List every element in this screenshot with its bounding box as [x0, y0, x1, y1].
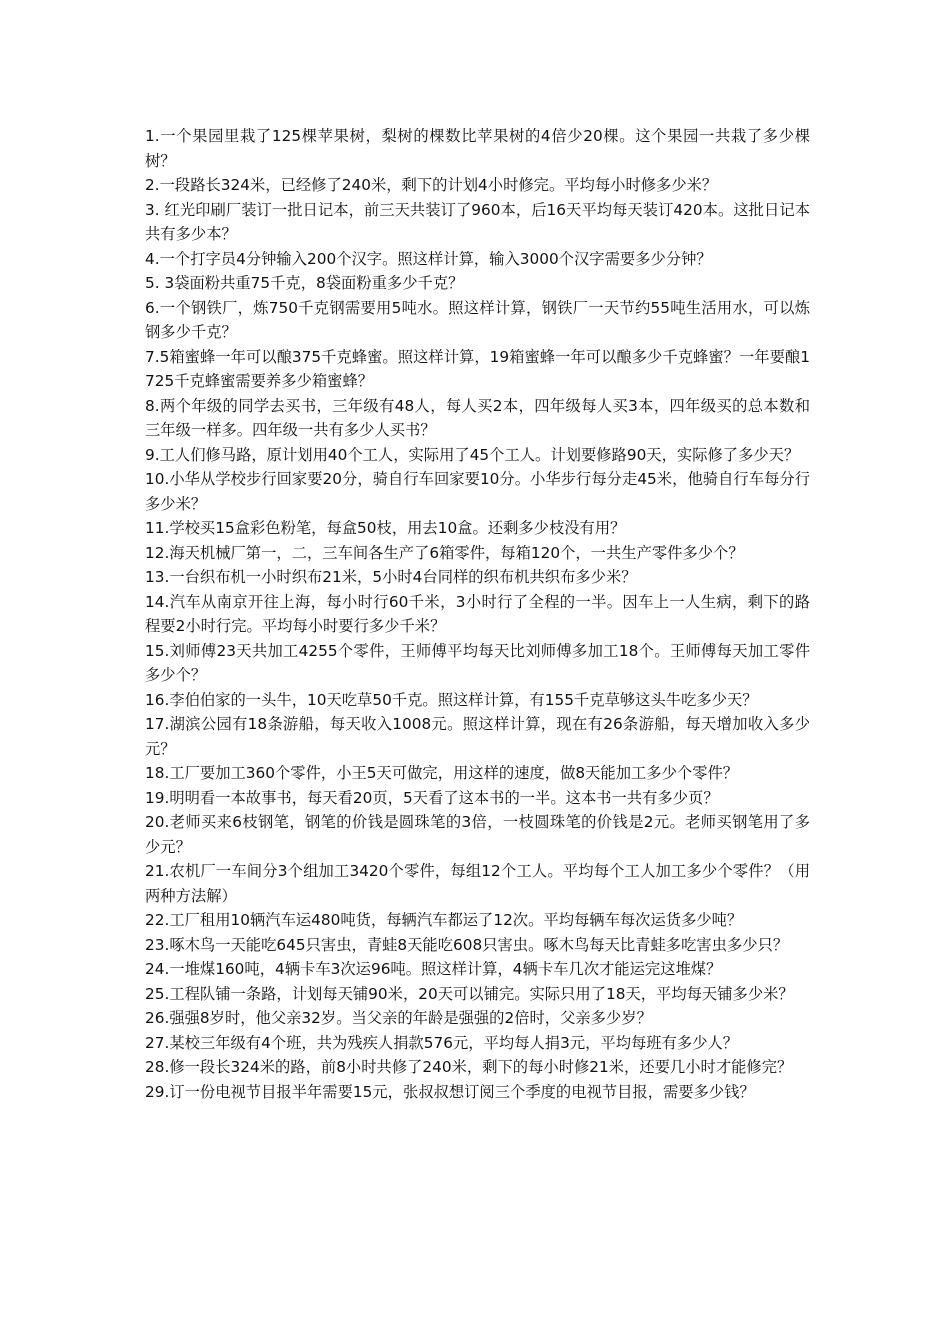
problem-26: 26.强强8岁时，他父亲32岁。当父亲的年龄是强强的2倍时，父亲多少岁？	[145, 1009, 652, 1027]
problem-25: 25.工程队铺一条路，计划每天铺90米，20天可以铺完。实际只用了18天，平均每天铺多少米？	[145, 984, 794, 1003]
problem-8: 8.两个年级的同学去买书，三年级有48人，每人买2本，四年级每人买3本，四年级买的总本数和三年级一样多。四年级一共有多少人买书？	[145, 396, 810, 439]
problem-28: 28.修一段长324米的路，前8小时共修了240米，剩下的每小时修21米，还要几小时才能修完？	[145, 1058, 793, 1076]
problem-14: 14.汽车从南京开往上海，每小时行60千米，3小时行了全程的一半。因车上一人生病，剩下的路程要2小时行完。平均每小时要行多少千米？	[145, 592, 810, 635]
problem-22: 22.工厂租用10辆汽车运480吨货，每辆汽车都运了12次。平均每辆车每次运货多少吨？	[145, 911, 743, 929]
problem-17: 17.湖滨公园有18条游船，每天收入1008元。照这样计算，现在有26条游船，每天增加收入多少元？	[145, 715, 810, 758]
problem-13: 13.一台织布机一小时织布21米，5小时4台同样的织布机共织布多少米？	[145, 568, 637, 586]
problem-6: 6.一个钢铁厂，炼750千克钢需要用5吨水。照这样计算，钢铁厂一天节约55吨生活用水，可以炼钢多少千克？	[145, 298, 810, 341]
problem-list	[145, 124, 810, 1104]
problem-7: 7.5箱蜜蜂一年可以酿375千克蜂蜜。照这样计算，19箱蜜蜂一年可以酿多少千克蜂蜜？一年要酿1725千克蜂蜜需要养多少箱蜜蜂？	[145, 347, 810, 390]
problem-18: 18.工厂要加工360个零件，小王5天可做完，用这样的速度，做8天能加工多少个零件？	[145, 764, 739, 782]
problem-27: 27.某校三年级有4个班，共为残疾人捐款576元，平均每人捐3元，平均每班有多少人？	[145, 1033, 739, 1052]
problem-16: 16.李伯伯家的一头牛，10天吃草50千克。照这样计算，有155千克草够这头牛吃多少天？	[145, 690, 758, 709]
problem-20: 20.老师买来6枝钢笔，钢笔的价钱是圆珠笔的3倍，一枝圆珠笔的价钱是2元。老师买钢笔用了多少元？	[145, 813, 810, 856]
problem-9: 9.工人们修马路，原计划用40个工人，实际用了45个工人。计划要修路90天，实际修了多少天？	[145, 445, 800, 464]
problem-1: 1.一个果园里栽了125棵苹果树，梨树的棵数比苹果树的4倍少20棵。这个果园一共栽了多少棵树？	[145, 127, 810, 170]
problem-4: 4.一个打字员4分钟输入200个汉字。照这样计算，输入3000个汉字需要多少分钟？	[145, 249, 712, 268]
problem-29: 29.订一份电视节目报半年需要15元，张叔叔想订阅三个季度的电视节目报，需要多少钱？	[145, 1082, 755, 1101]
problem-23: 23.啄木鸟一天能吃645只害虫，青蛙8天能吃608只害虫。啄木鸟每天比青蛙多吃害虫多少只？	[145, 935, 789, 954]
problem-11: 11.学校买15盒彩色粉笔，每盒50枝，用去10盒。还剩多少枝没有用？	[145, 519, 626, 537]
problem-15: 15.刘师傅23天共加工4255个零件，王师傅平均每天比刘师傅多加工18个。王师傅每天加工零件多少个？	[145, 641, 810, 684]
problem-10: 10.小华从学校步行回家要20分，骑自行车回家要10分。小华步行每分走45米，他骑自行车每分行多少米？	[145, 470, 810, 513]
problem-5: 5. 3袋面粉共重75千克，8袋面粉重多少千克？	[145, 274, 464, 292]
problem-12: 12.海天机械厂第一，二，三车间各生产了6箱零件，每箱120个，一共生产零件多少个？	[145, 543, 744, 562]
problem-24: 24.一堆煤160吨，4辆卡车3次运96吨。照这样计算，4辆卡车几次才能运完这堆煤？	[145, 960, 722, 978]
problem-19: 19.明明看一本故事书，每天看20页，5天看了这本书的一半。这本书一共有多少页？	[145, 788, 719, 807]
problem-3: 3. 红光印刷厂装订一批日记本，前三天共装订了960本，后16天平均每天装订420本。这批日记本共有多少本？	[145, 200, 810, 243]
problem-21: 21.农机厂一车间分3个组加工3420个零件，每组12个工人。平均每个工人加工多少个零件？（用两种方法解）	[145, 862, 810, 905]
problem-2: 2.一段路长324米，已经修了240米，剩下的计划4小时修完。平均每小时修多少米？	[145, 176, 718, 194]
